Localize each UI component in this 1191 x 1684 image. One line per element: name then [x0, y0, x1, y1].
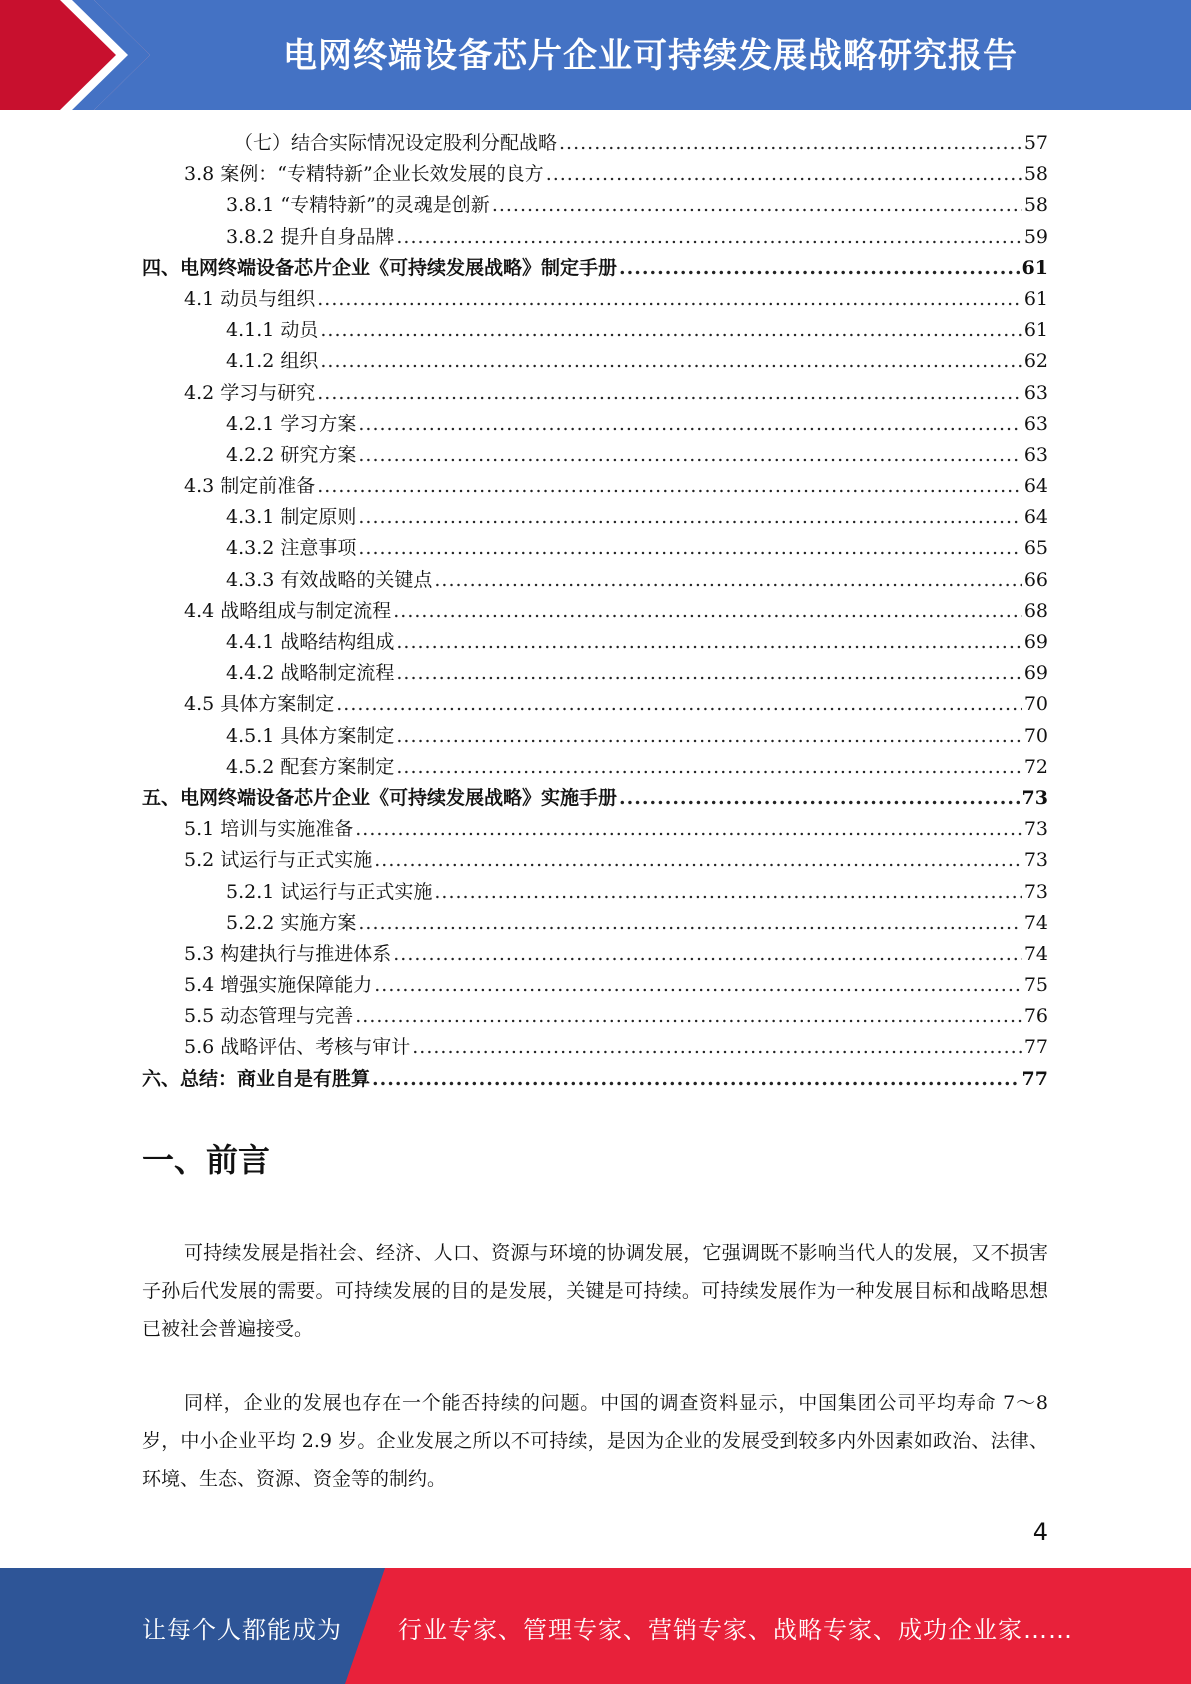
toc-entry[interactable] [142, 596, 1048, 627]
toc-dot-leader [374, 845, 1022, 876]
toc-entry-page: 74 [1023, 911, 1048, 934]
toc-entry-page: 64 [1023, 506, 1048, 529]
toc-dot-leader [434, 565, 1021, 596]
toc-entry[interactable] [142, 471, 1048, 502]
toc-entry-page: 76 [1023, 1005, 1048, 1028]
toc-entry-label: 5.2.1 试运行与正式实施 [226, 880, 433, 903]
page-header [0, 0, 1191, 110]
toc-entry[interactable] [142, 128, 1048, 159]
toc-entry-label: 4.2.2 研究方案 [226, 443, 357, 466]
toc-entry[interactable] [142, 409, 1048, 440]
toc-dot-leader [358, 409, 1021, 440]
header-chevron-graphic [0, 0, 160, 110]
paragraph: 可持续发展是指社会、经济、人口、资源与环境的协调发展，它强调既不影响当代人的发展，又不损害子孙后代发展的需要。可持续发展的目的是发展，关键是可持续。可持续发展作为一种发展目标和战略思想已被社会普遍接受。 [142, 1242, 1048, 1340]
toc-entry[interactable] [142, 190, 1048, 221]
toc-entry-page: 77 [1021, 1067, 1048, 1090]
footer-slogan-left: 让每个人都能成为 [142, 1616, 342, 1644]
toc-entry[interactable] [142, 284, 1048, 315]
toc-entry-page: 70 [1023, 724, 1048, 747]
toc-entry-label: 4.2.1 学习方案 [226, 412, 357, 435]
toc-dot-leader [317, 284, 1022, 315]
toc-entry-page: 66 [1023, 568, 1048, 591]
toc-entry-label: 4.2 学习与研究 [184, 381, 316, 404]
toc-entry-page: 63 [1023, 381, 1048, 404]
toc-entry[interactable] [142, 689, 1048, 720]
toc-entry-label: 4.3 制定前准备 [184, 475, 316, 498]
toc-entry-label: 4.5.1 具体方案制定 [226, 724, 395, 747]
toc-entry[interactable] [142, 346, 1048, 377]
toc-dot-leader [396, 721, 1021, 752]
toc-dot-leader [396, 658, 1021, 689]
toc-entry-page: 63 [1023, 412, 1048, 435]
toc-entry-label: 5.6 战略评估、考核与审计 [184, 1036, 411, 1059]
toc-entry-page: 73 [1023, 880, 1048, 903]
toc-entry[interactable] [142, 1032, 1048, 1063]
toc-entry[interactable] [142, 814, 1048, 845]
toc-entry-label: 5.3 构建执行与推进体系 [184, 942, 392, 965]
toc-entry-page: 59 [1023, 225, 1048, 248]
toc-entry-label: 3.8.2 提升自身品牌 [226, 225, 395, 248]
toc-entry-label: 4.3.1 制定原则 [226, 506, 357, 529]
toc-entry-page: 64 [1023, 475, 1048, 498]
toc-entry[interactable] [142, 877, 1048, 908]
toc-entry-label: 4.5 具体方案制定 [184, 693, 335, 716]
section-heading: 一、前言 [142, 1141, 271, 1179]
toc-dot-leader [619, 253, 1020, 284]
toc-dot-leader [358, 533, 1021, 564]
toc-dot-leader [320, 346, 1021, 377]
toc-entry-page: 58 [1023, 163, 1048, 186]
toc-entry-label: 4.4.1 战略结构组成 [226, 631, 395, 653]
toc-entry[interactable] [142, 908, 1048, 939]
toc-entry[interactable] [142, 1064, 1048, 1095]
toc-dot-leader [619, 783, 1020, 814]
toc-entry[interactable] [142, 752, 1048, 783]
toc-entry-page: 65 [1023, 537, 1048, 560]
toc-dot-leader [393, 596, 1022, 627]
toc-entry[interactable] [142, 721, 1048, 752]
toc-entry-label: 六、总结：商业自是有胜算 [142, 1067, 371, 1090]
toc-entry-label: 四、电网终端设备芯片企业《可持续发展战略》制定手册 [142, 256, 618, 279]
toc-entry-page: 69 [1023, 631, 1048, 653]
toc-dot-leader [358, 908, 1021, 939]
toc-entry-page: 58 [1023, 194, 1048, 217]
toc-entry[interactable] [142, 783, 1048, 814]
toc-dot-leader [355, 814, 1022, 845]
toc-entry-page: 70 [1023, 693, 1048, 716]
footer-slogan-right: 行业专家、管理专家、营销专家、战略专家、成功企业家…… [398, 1616, 1073, 1644]
toc-entry-page: 68 [1023, 599, 1048, 622]
toc-entry-page: 61 [1023, 287, 1048, 310]
toc-entry-label: 5.1 培训与实施准备 [184, 818, 354, 841]
toc-entry-page: 62 [1023, 350, 1048, 373]
toc-entry[interactable] [142, 939, 1048, 970]
toc-entry-label: 4.1.2 组织 [226, 350, 319, 373]
toc-dot-leader [559, 128, 1022, 159]
toc-entry-page: 73 [1023, 818, 1048, 841]
toc-dot-leader [374, 970, 1022, 1001]
toc-dot-leader [358, 502, 1021, 533]
toc-entry[interactable] [142, 1001, 1048, 1032]
toc-entry-page: 61 [1021, 256, 1048, 279]
toc-entry-page: 74 [1023, 942, 1048, 965]
toc-dot-leader [320, 315, 1021, 346]
paragraph: 同样，企业的发展也存在一个能否持续的问题。中国的调查资料显示，中国集团公司平均寿命 7～8 岁，中小企业平均 2.9 岁。企业发展之所以不可持续，是因为企业的发展受到较多内外因素如政治、法律、环境、生态、资源、资金等的制约。 [142, 1392, 1048, 1490]
toc-entry-page: 77 [1023, 1036, 1048, 1059]
toc-dot-leader [355, 1001, 1022, 1032]
toc-entry-page: 72 [1023, 755, 1048, 778]
page-footer [0, 1568, 1191, 1684]
toc-entry-label: 5.5 动态管理与完善 [184, 1005, 354, 1028]
toc-dot-leader [546, 159, 1022, 190]
toc-entry-label: 4.4 战略组成与制定流程 [184, 599, 392, 622]
toc-entry-page: 75 [1023, 974, 1048, 997]
toc-dot-leader [412, 1032, 1022, 1063]
toc-entry[interactable] [142, 533, 1048, 564]
toc-entry-page: 57 [1023, 132, 1048, 154]
toc-dot-leader [317, 471, 1022, 502]
toc-entry-label: 5.4 增强实施保障能力 [184, 974, 373, 997]
page-number: 4 [1032, 1518, 1048, 1546]
toc-entry[interactable] [142, 658, 1048, 689]
toc-entry-page: 69 [1023, 662, 1048, 685]
toc-entry[interactable] [142, 502, 1048, 533]
toc-dot-leader [396, 752, 1021, 783]
toc-dot-leader [358, 440, 1021, 471]
toc-dot-leader [336, 689, 1022, 720]
toc-dot-leader [492, 190, 1022, 221]
toc-entry[interactable] [142, 253, 1048, 284]
toc-entry-label: 4.1 动员与组织 [184, 287, 316, 310]
toc-entry[interactable] [142, 378, 1048, 409]
table-of-contents [142, 128, 1048, 1095]
toc-entry-page: 73 [1021, 786, 1048, 809]
toc-entry-page: 73 [1023, 849, 1048, 872]
toc-dot-leader [396, 222, 1021, 253]
toc-entry-label: 4.1.1 动员 [226, 319, 319, 342]
toc-dot-leader [434, 877, 1021, 908]
toc-entry[interactable] [142, 970, 1048, 1001]
toc-entry-page: 63 [1023, 443, 1048, 466]
report-title: 电网终端设备芯片企业可持续发展战略研究报告 [283, 36, 1018, 76]
toc-entry-label: 4.3.2 注意事项 [226, 537, 357, 560]
toc-entry-label: 4.5.2 配套方案制定 [226, 755, 395, 778]
toc-dot-leader [396, 627, 1021, 658]
toc-entry-label: （七）结合实际情况设定股利分配战略 [234, 132, 558, 154]
toc-dot-leader [317, 378, 1022, 409]
toc-entry-label: 4.4.2 战略制定流程 [226, 662, 395, 685]
toc-entry[interactable] [142, 315, 1048, 346]
toc-entry-label: 5.2 试运行与正式实施 [184, 849, 373, 872]
toc-entry[interactable] [142, 845, 1048, 876]
toc-entry-label: 5.2.2 实施方案 [226, 911, 357, 934]
toc-dot-leader [393, 939, 1022, 970]
toc-entry[interactable] [142, 565, 1048, 596]
toc-entry[interactable] [142, 627, 1048, 658]
toc-entry[interactable] [142, 222, 1048, 253]
toc-entry[interactable] [142, 440, 1048, 471]
toc-entry-page: 61 [1023, 319, 1048, 342]
toc-dot-leader [372, 1064, 1020, 1095]
toc-entry-label: 五、电网终端设备芯片企业《可持续发展战略》实施手册 [142, 786, 618, 809]
toc-entry[interactable] [142, 159, 1048, 190]
toc-entry-label: 3.8.1 “专精特新”的灵魂是创新 [226, 194, 490, 217]
toc-entry-label: 4.3.3 有效战略的关键点 [226, 568, 433, 591]
toc-entry-label: 3.8 案例：“专精特新”企业长效发展的良方 [184, 163, 544, 186]
